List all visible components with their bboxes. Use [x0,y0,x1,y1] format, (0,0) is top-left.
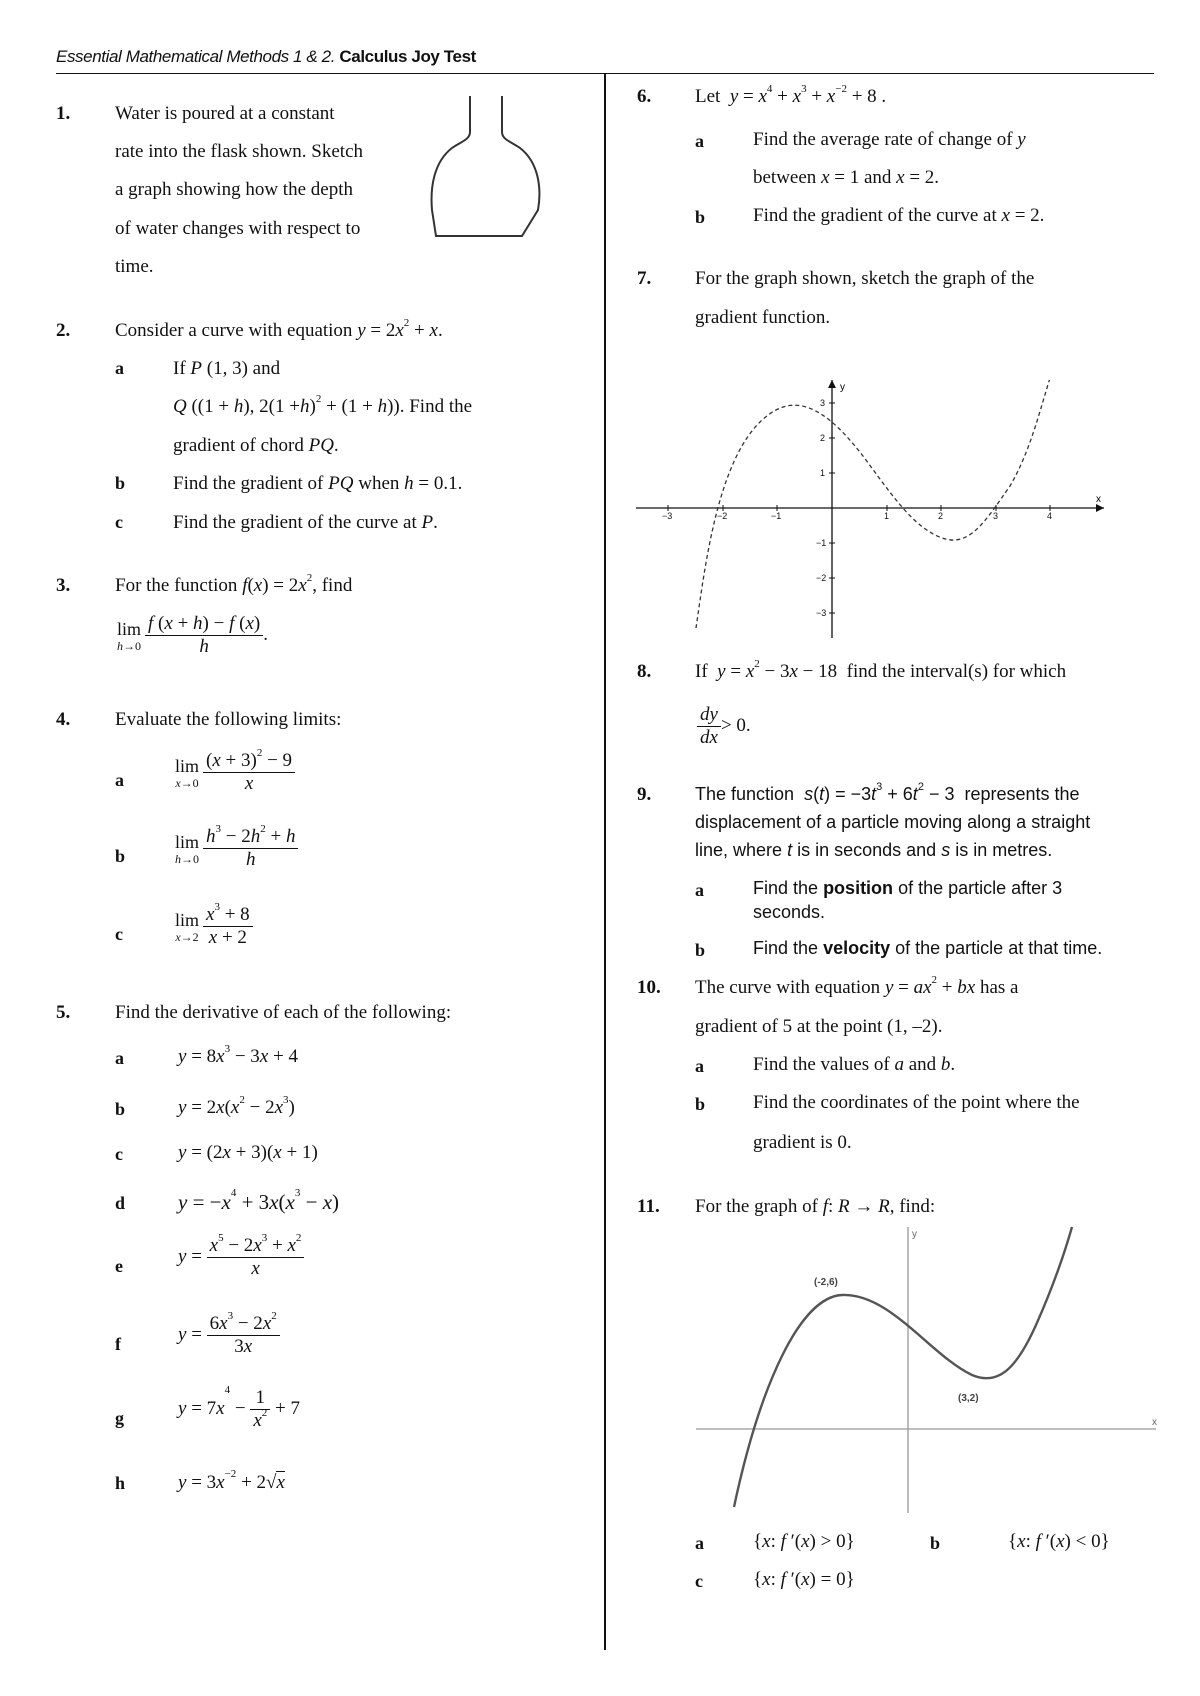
q5-g-expression: $y = 7x^4$ − $\frac{1}{x^2}$ + 7 [178,1384,300,1431]
q2-b-text: Find the gradient of PQ when h = 0.1. [173,473,463,494]
q6-b-label: b [695,207,706,227]
q1-line-5: time. [115,256,154,277]
q4-a-label: a [115,770,124,790]
q4-number: 4. [56,709,71,730]
q9-a-label: a [695,880,704,900]
q11-b-label: b [930,1533,941,1553]
q9-line3: line, where t is in seconds and s is in metres. [695,840,1053,860]
q7-x-label: x [1096,494,1101,505]
header-series: Essential Mathematical Methods 1 & 2. [56,47,336,66]
q8-line1: If $y = x^2 - 3x - 18$ find the interval(s) for which [695,658,1067,682]
q11-point-label-max: (-2,6) [814,1277,838,1288]
q7-x-tick: 1 [884,511,890,521]
q4-b-expression: lim h→0 $\frac{h^3 - 2h^2 + h}{h}$ [175,826,298,871]
q7-x-axis-arrow [1096,504,1104,512]
q6-intro: Let $y = x^4 + x^3 + x^{-2} + 8$ . [695,83,887,107]
q11-x-label: x [1152,1417,1157,1428]
q7-x-tick: 2 [938,511,944,521]
q10-line2: gradient of 5 at the point (1, –2). [695,1016,943,1037]
q11-intro: For the graph of f: R → R, find: [695,1196,936,1217]
q5-h-expression: $y = 3x^{-2} + 2√x$ [178,1468,285,1493]
q2-intro: Consider a curve with equation $y = 2x^2 + x$. [115,317,443,341]
q11-c-label: c [695,1571,703,1591]
q9-b-label: b [695,940,706,960]
q3-limit-expression: lim h→0 $\frac{f (x + h) - f (x)}{h}$ . [117,613,268,657]
q9-line2: displacement of a particle moving along a straight [695,812,1091,832]
header-title: Calculus Joy Test [339,47,476,66]
q5-b-expression: $y = 2x(x^2 - 2x^3)$ [178,1094,295,1118]
q5-d-label: d [115,1193,126,1213]
q4-intro: Evaluate the following limits: [115,709,342,730]
q5-f-label: f [115,1334,121,1354]
q9-a-line2: seconds. [753,902,826,922]
q7-y-tick: 1 [820,468,826,478]
q7-y-tick: −2 [816,573,827,583]
q6-a-line1: Find the average rate of change of y [753,129,1026,150]
q7-y-tick: −1 [816,538,827,548]
q5-d-expression: $y = -x^4 + 3x(x^3 - x)$ [178,1187,340,1214]
q5-g-label: g [115,1408,124,1428]
q5-number: 5. [56,1002,71,1023]
q1-line-1: Water is poured at a constant [115,103,335,124]
q10-a-label: a [695,1056,704,1076]
q6-b-text: Find the gradient of the curve at x = 2. [753,205,1045,226]
q11-b-set: {x: f ′(x) < 0} [1008,1531,1110,1552]
q10-b-label: b [695,1094,706,1114]
q9-line1: The function $s(t) = -3t^3 + 6t^2 - 3$ represents the [695,781,1080,804]
q1-line-4: of water changes with respect to [115,218,361,239]
q4-c-label: c [115,924,123,944]
page-header [56,47,476,67]
q1-number: 1. [56,103,71,124]
q5-a-expression: $y = 8x^3 - 3x + 4$ [178,1043,298,1067]
q11-a-set: {x: f ′(x) > 0} [753,1531,855,1552]
q7-x-tick: −3 [662,511,673,521]
q7-cubic-graph [636,380,1106,640]
column-divider [604,74,606,1650]
q5-intro: Find the derivative of each of the following: [115,1002,452,1023]
q5-a-label: a [115,1048,124,1068]
q5-e-label: e [115,1256,123,1276]
q10-line1: The curve with equation $y = ax^2$ + bx has a [695,974,1019,998]
q10-b-line2: gradient is 0. [753,1132,852,1153]
q8-derivative-condition: $\frac{dy}{dx}$ > 0. [697,704,751,749]
flask-diagram [430,92,542,242]
q2-c-label: c [115,512,123,532]
q10-number: 10. [637,977,661,998]
q6-a-label: a [695,131,704,151]
q1-line-2: rate into the flask shown. Sketch [115,141,364,162]
q4-a-expression: lim x→0 $\frac{(x + 3)^2 - 9}{x}$ [175,750,295,795]
q5-b-label: b [115,1099,126,1119]
q7-line-1: For the graph shown, sketch the graph of the [695,268,1035,289]
q2-c-text: Find the gradient of the curve at P. [173,512,438,533]
q7-x-tick: −1 [771,511,782,521]
q7-line-2: gradient function. [695,307,831,328]
q7-x-tick: 4 [1047,511,1053,521]
q7-y-tick: 2 [820,433,826,443]
q11-a-label: a [695,1533,704,1553]
q9-number: 9. [637,784,652,805]
q9-b-text: Find the velocity of the particle at that time. [753,938,1103,958]
q7-y-axis-arrow [828,380,836,388]
q2-a-line2: Q ((1 + h), $2(1 +h)^2 + (1 + h)$). Find the [173,393,473,417]
q2-a-label: a [115,358,124,378]
q7-curve [696,380,1053,628]
q5-f-expression: y = $\frac{6x^3 - 2x^2}{3x}$ [178,1313,280,1358]
q7-y-tick: −3 [816,608,827,618]
q11-number: 11. [637,1196,660,1217]
q10-b-line1: Find the coordinates of the point where the [753,1092,1080,1113]
q6-a-line2: between x = 1 and x = 2. [753,167,940,188]
q7-x-tick: 3 [993,511,999,521]
q2-a-line1: If P (1, 3) and [173,358,281,379]
q11-c-set: {x: f ′(x) = 0} [753,1569,855,1590]
q10-a-text: Find the values of a and b. [753,1054,956,1075]
q3-intro: For the function $f(x) = 2x^2$, find [115,572,353,596]
q8-number: 8. [637,661,652,682]
q5-c-expression: y = (2x + 3)(x + 1) [178,1142,318,1163]
q5-h-label: h [115,1473,126,1493]
q11-cubic-graph [690,1225,1160,1515]
q11-point-label-min: (3,2) [958,1393,979,1404]
q7-y-label: y [840,382,845,393]
q7-x-tick: −2 [717,511,728,521]
q3-number: 3. [56,575,71,596]
q6-number: 6. [637,86,652,107]
q7-number: 7. [637,268,652,289]
q1-line-3: a graph showing how the depth [115,179,353,200]
q9-a-line1: Find the position of the particle after 3 [753,878,1063,898]
q5-e-expression: y = $\frac{x^5 - 2x^3 + x^2}{x}$ [178,1235,304,1280]
q11-y-label: y [912,1229,917,1240]
q5-c-label: c [115,1144,123,1164]
q11-curve [734,1227,1072,1507]
q4-b-label: b [115,846,126,866]
q2-b-label: b [115,473,126,493]
q7-y-tick: 3 [820,398,826,408]
q2-a-line3: gradient of chord PQ. [173,435,339,456]
q4-c-expression: lim x→2 $\frac{x^3 + 8}{x + 2}$ [175,904,253,949]
q2-number: 2. [56,320,71,341]
